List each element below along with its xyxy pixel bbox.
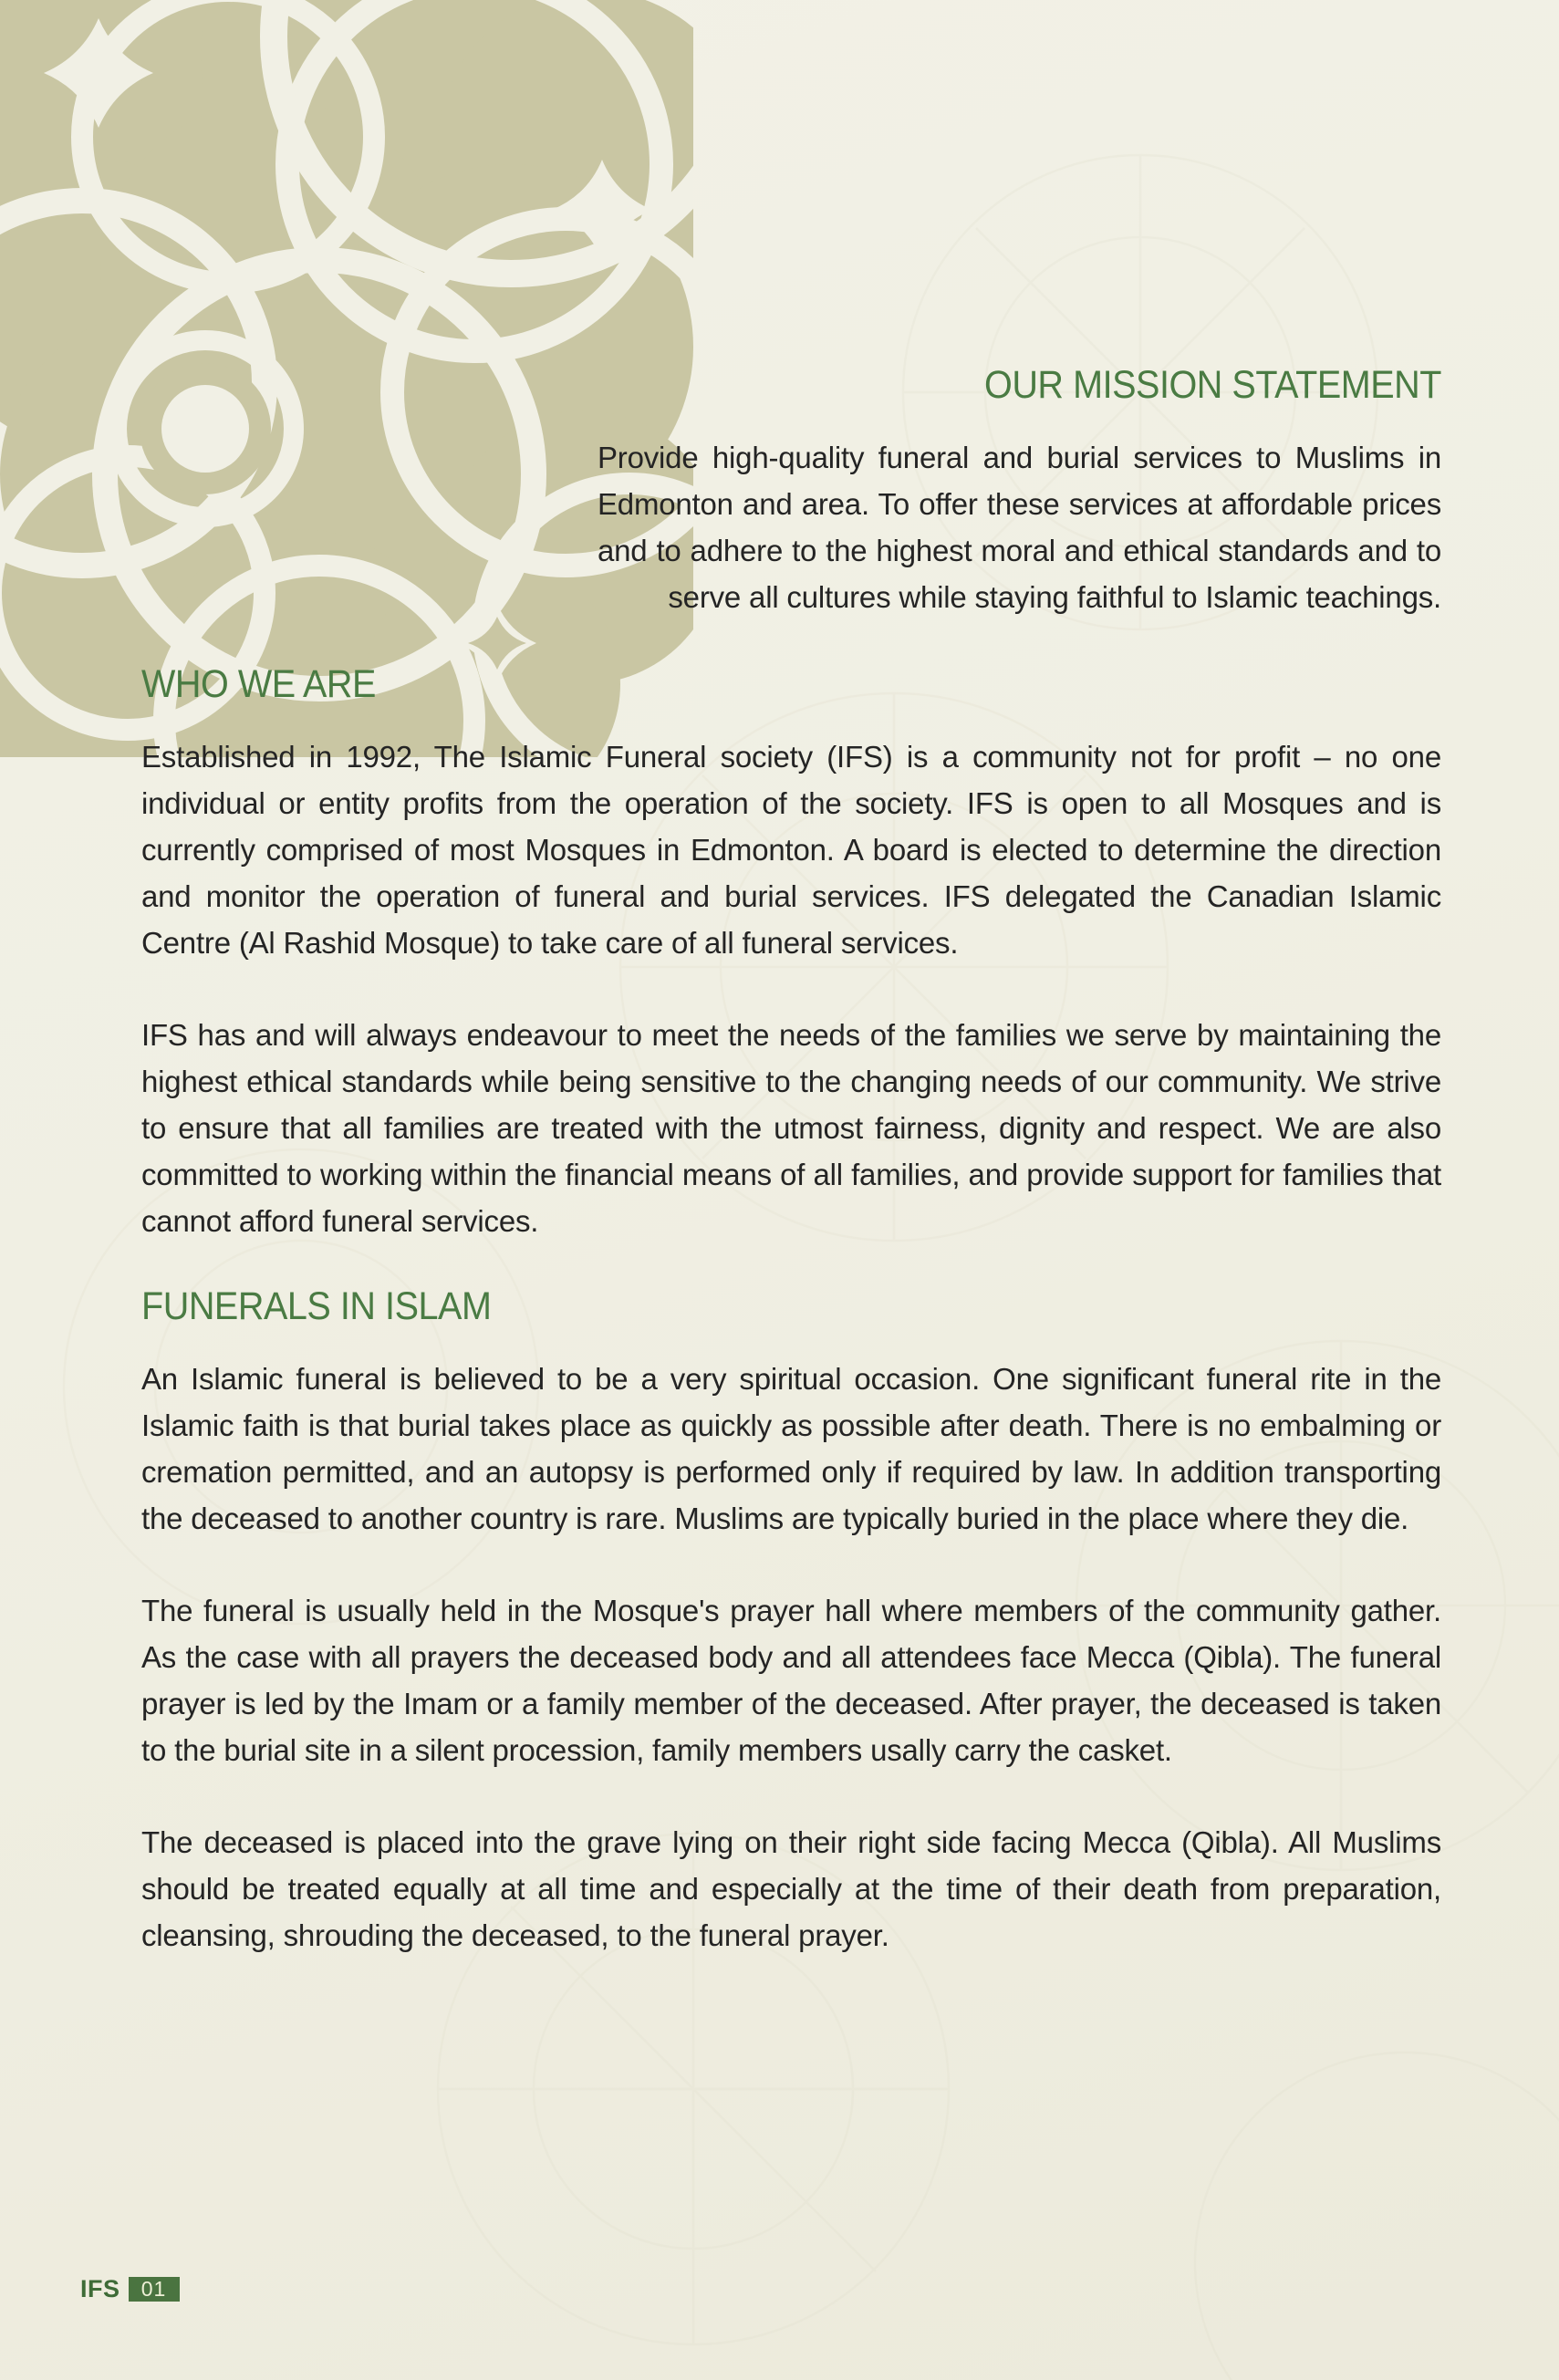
funerals-paragraph-2: The funeral is usually held in the Mosque's prayer hall where members of the community gather. As the case with all prayers the deceased body and all attendees face Mecca (Qibla). The funeral prayer is led by the Imam or a family member of the deceased. After prayer, the deceased is taken to the burial site in a silent procession, family members usally carry the casket. <box>141 1594 1441 1767</box>
funerals-in-islam-heading: FUNERALS IN ISLAM <box>141 1284 492 1328</box>
who-we-are-paragraph-1: Established in 1992, The Islamic Funeral society (IFS) is a community not for profit – no one individual or entity profits from the operation of the society. IFS is open to all Mosques and is currently comprised of most Mosques in Edmonton. A board is elected to determine the direction and monitor the operation of funeral and burial services. IFS delegated the Canadian Islamic Centre (Al Rashid Mosque) to take care of all funeral services. <box>141 740 1441 960</box>
page-number-badge: 01 <box>129 2277 180 2302</box>
funerals-in-islam-section <box>141 1284 1441 1959</box>
funerals-paragraph-1: An Islamic funeral is believed to be a very spiritual occasion. One significant funeral rite in the Islamic faith is that burial takes place as quickly as possible after death. There is no embalming or cremation permitted, and an autopsy is performed only if required by law. In addition transporting the deceased to another country is rare. Muslims are typically buried in the place where they die. <box>141 1362 1441 1535</box>
org-abbreviation: IFS <box>80 2275 120 2302</box>
mission-heading: OUR MISSION STATEMENT <box>984 363 1441 407</box>
who-we-are-section <box>141 662 1441 1244</box>
page-footer <box>80 2275 180 2303</box>
funerals-paragraph-3: The deceased is placed into the grave lying on their right side facing Mecca (Qibla). All Muslims should be treated equally at all time and especially at the time of their death from preparation, cleansing, shrouding the deceased, to the funeral prayer. <box>141 1825 1441 1952</box>
mission-section <box>598 363 1441 620</box>
mission-body-paragraph: Provide high-quality funeral and burial services to Muslims in Edmonton and area. To offer these services at affordable prices and to adhere to the highest moral and ethical standards and to serve all cultures while staying faithful to Islamic teachings. <box>598 441 1441 614</box>
who-we-are-heading: WHO WE ARE <box>141 662 376 706</box>
who-we-are-paragraph-2: IFS has and will always endeavour to meet the needs of the families we serve by maintaining the highest ethical standards while being sensitive to the changing needs of our community. We strive to ensure that all families are treated with the utmost fairness, dignity and respect. We are also committed to working within the financial means of all families, and provide support for families that cannot afford funeral services. <box>141 1018 1441 1238</box>
page-content <box>141 0 1441 1959</box>
